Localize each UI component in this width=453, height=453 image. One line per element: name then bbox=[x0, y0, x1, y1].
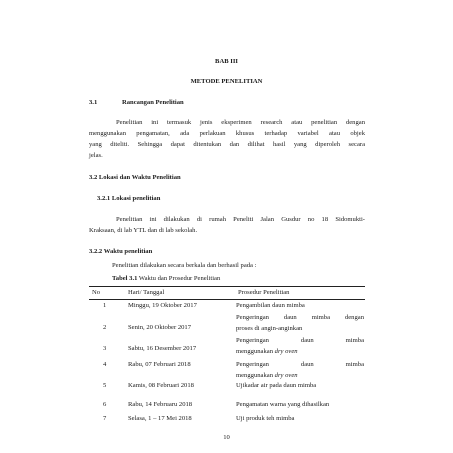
table-cell-date: Sabtu, 16 Desember 2017 bbox=[128, 345, 197, 352]
table-cell-no: 5 bbox=[103, 382, 107, 389]
page-number: 10 bbox=[223, 434, 230, 441]
paragraph-line: Penelitian ini termasuk jenis eksperimen research atau penelitian dengan bbox=[116, 119, 365, 126]
table-cell-procedure: Ujikadar air pada daun mimba bbox=[236, 382, 317, 389]
table-cell-procedure: Uji produk teh mimba bbox=[236, 415, 295, 422]
table-cell-procedure: Pengambilan daun mimba bbox=[236, 302, 305, 309]
table-cell-date: Selasa, 1 – 17 Mei 2018 bbox=[128, 415, 192, 422]
table-header-rule bbox=[89, 299, 365, 300]
table-header-date: Hari/ Tanggal bbox=[128, 289, 165, 296]
table-cell-date: Rabu, 14 Februaru 2018 bbox=[128, 401, 193, 408]
table-header-no: No bbox=[92, 289, 101, 296]
table-cell-date: Senin, 20 Oktober 2017 bbox=[128, 324, 192, 331]
paragraph-line: Penelitian dilakukan secara berkala dan berhasil pada : bbox=[112, 262, 257, 269]
paragraph-line: Kraksaan, di lab YTL dan di lab sekolah. bbox=[89, 227, 198, 234]
paragraph-line: Penelitian ini dilakukan di rumah Peneliti Jalan Gusdur no 18 Sidomukti- bbox=[116, 216, 365, 223]
table-cell-no: 1 bbox=[103, 302, 107, 309]
subsection-heading: 3.2.2 Waktu penelitian bbox=[89, 248, 153, 255]
table-cell-no: 7 bbox=[103, 415, 107, 422]
table-caption bbox=[112, 275, 220, 282]
paragraph-line: yang diteliti. Sehingga dapat ditentukan dan dilihat hasil yang diperoleh secara bbox=[89, 141, 365, 148]
chapter-label: BAB III bbox=[215, 58, 238, 65]
table-cell-no: 6 bbox=[103, 401, 107, 408]
subsection-heading: 3.2.1 Lokasi penelitian bbox=[97, 195, 161, 202]
table-cell-date: Rabu, 07 Februari 2018 bbox=[128, 361, 191, 368]
table-cell-procedure: menggunakan dry oven bbox=[236, 348, 298, 355]
table-caption-text: Waktu dan Prosedur Penelitian bbox=[137, 275, 221, 282]
paragraph-line: jelas. bbox=[89, 152, 103, 159]
table-cell-procedure: Pengamatan warna yang dihasilkan bbox=[236, 401, 330, 408]
section-heading: Rancangan Penelitian bbox=[122, 99, 184, 106]
table-caption-label: Tabel 3.1 bbox=[112, 275, 138, 282]
paragraph-line: menggunakan pengamatan, ada perlakuan khusus terhadap variabel atau objek bbox=[89, 130, 365, 137]
table-cell-date: Kamis, 08 Februari 2018 bbox=[128, 382, 194, 389]
table-cell-no: 4 bbox=[103, 361, 107, 368]
table-cell-procedure: Pengeringan daun mimba bbox=[236, 337, 364, 344]
table-cell-emphasis: dry oven bbox=[274, 372, 298, 379]
table-header-procedure: Prosedur Penelitian bbox=[238, 289, 290, 296]
table-cell-date: Minggu, 19 Oktober 2017 bbox=[128, 302, 197, 309]
section-heading: 3.2 Lokasi dan Waktu Penelitian bbox=[89, 174, 181, 181]
table-cell-no: 3 bbox=[103, 345, 107, 352]
table-cell-no: 2 bbox=[103, 324, 107, 331]
table-cell-emphasis: dry oven bbox=[274, 348, 298, 355]
table-cell-procedure: Pengeringan daun mimba dengan bbox=[236, 314, 364, 321]
section-number: 3.1 bbox=[89, 99, 98, 106]
table-cell-procedure: Pengeringan daun mimba bbox=[236, 361, 364, 368]
table-cell-procedure: proses di angin-anginkan bbox=[236, 325, 303, 332]
table-cell-procedure: menggunakan dry oven bbox=[236, 372, 298, 379]
table-top-rule bbox=[89, 286, 365, 287]
chapter-title: METODE PENELITIAN bbox=[190, 78, 263, 85]
